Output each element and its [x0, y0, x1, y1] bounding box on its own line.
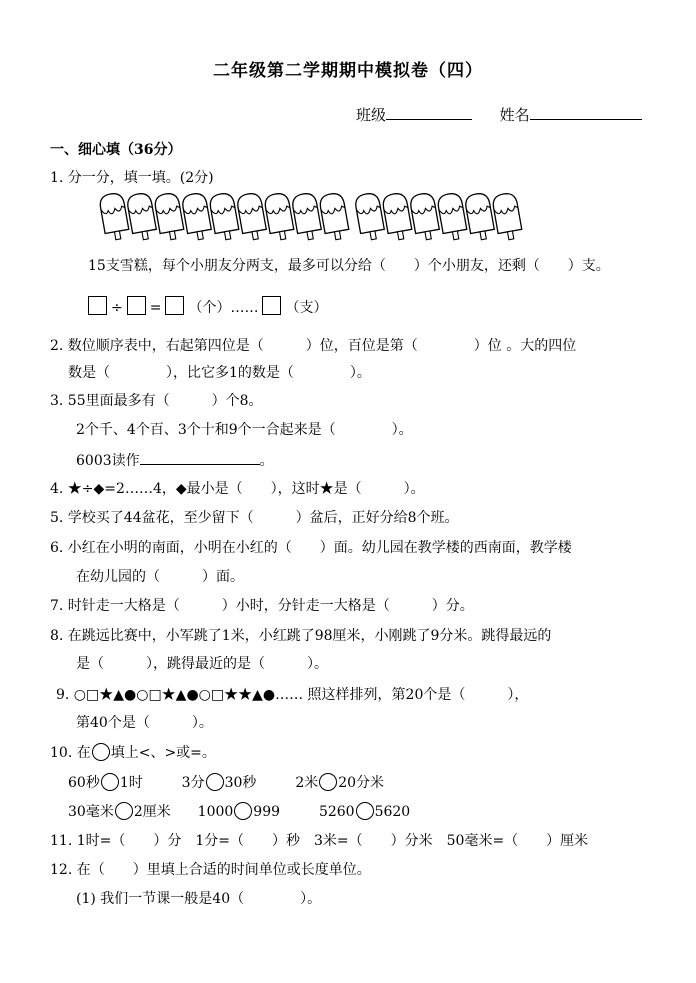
compare-right: 2厘米: [133, 804, 171, 820]
q5-line: 5. 学校买了44盆花，至少留下（ ）盆后，正好分给8个班。: [50, 510, 459, 526]
answer-box[interactable]: [127, 296, 146, 315]
page-title: 二年级第二学期期中模拟卷（四）: [213, 61, 483, 81]
popsicle-icon: [154, 192, 186, 241]
name-blank[interactable]: [530, 104, 642, 120]
popsicle-icon: [181, 192, 213, 241]
compare-right: 5620: [374, 804, 411, 820]
class-name-line: [356, 104, 642, 124]
q3-read-label: 6003读作: [76, 453, 140, 469]
compare-left: 5260: [318, 804, 355, 820]
q1-equation: [88, 296, 327, 317]
q10-row2: [68, 802, 410, 821]
compare-circle[interactable]: [356, 802, 374, 820]
q2-line1: 2. 数位顺序表中，右起第四位是（ ）位，百位是第（ ）位 。大的四位: [50, 338, 577, 354]
q11-line: 11. 1时=（ ）分 1分=（ ）秒 3米=（ ）分米 50毫米=（ ）厘米: [50, 833, 589, 849]
popsicle-icon: [264, 192, 296, 241]
compare-left: 60秒: [68, 775, 100, 791]
popsicle-icon: [319, 192, 351, 241]
compare-left: 3分: [181, 775, 205, 791]
answer-box[interactable]: [262, 296, 281, 315]
q3-line1: 3. 55里面最多有（ ）个8。: [50, 393, 263, 409]
popsicle-icon: [409, 192, 441, 241]
popsicle-icon: [437, 192, 469, 241]
circle-icon: [92, 743, 110, 761]
q6-line2: 在幼儿园的（ ）面。: [76, 569, 244, 585]
popsicles-illustration: [96, 192, 536, 244]
compare-circle[interactable]: [115, 802, 133, 820]
class-blank[interactable]: [386, 104, 472, 120]
q9-line1: 9. ○□★▲●○□★▲●○□★★▲●…… 照这样排列，第20个是（ ），: [56, 687, 529, 703]
compare-circle[interactable]: [234, 802, 252, 820]
popsicle-icon: [382, 192, 414, 241]
compare-circle[interactable]: [101, 773, 119, 791]
q8-line1: 8. 在跳远比赛中，小军跳了1米，小红跳了98厘米，小刚跳了9分米。跳得最远的: [50, 628, 552, 644]
compare-right: 20分米: [338, 775, 385, 791]
q3-answer-line[interactable]: [140, 450, 260, 465]
q1-text: 15支雪糕，每个小朋友分两支，最多可以分给（ ）个小朋友，还剩（ ）支。: [88, 258, 610, 274]
name-label: 姓名: [499, 106, 530, 124]
class-label: 班级: [356, 106, 387, 124]
q10-row1: [68, 773, 384, 792]
popsicle-icon: [354, 192, 386, 241]
q4-line: 4. ★÷◆=2……4，◆最小是（ ），这时★是（ ）。: [50, 481, 425, 497]
section-heading: 一、细心填（36分）: [50, 142, 182, 158]
q3-line3: [76, 450, 274, 470]
compare-circle[interactable]: [206, 773, 224, 791]
popsicle-icon: [291, 192, 323, 241]
compare-right: 999: [253, 804, 281, 820]
popsicle-icon: [492, 192, 524, 241]
q10-head-pre: 10. 在: [50, 745, 91, 761]
popsicle-icon: [464, 192, 496, 241]
compare-left: 30毫米: [68, 804, 114, 820]
compare-right: 1时: [119, 775, 143, 791]
q10-head: [50, 743, 216, 762]
compare-right: 30秒: [224, 775, 257, 791]
q3-line2: 2个千、4个百、3个十和9个一合起来是（ ）。: [76, 422, 413, 438]
unit-zhi: （支）: [285, 300, 328, 316]
q8-line2: 是（ ），跳得最近的是（ ）。: [76, 656, 328, 672]
answer-box[interactable]: [165, 296, 184, 315]
popsicle-icon: [126, 192, 158, 241]
q2-line2: 数是（ ），比它多1的数是（ ）。: [68, 365, 371, 381]
q3-period: 。: [259, 453, 274, 469]
q10-head-post: 填上<、>或=。: [110, 745, 216, 761]
q7-line: 7. 时针走一大格是（ ）小时，分针走一大格是（ ）分。: [50, 598, 474, 614]
q6-line1: 6. 小红在小明的南面，小明在小红的（ ）面。幼儿园在教学楼的西南面，教学楼: [50, 540, 572, 556]
compare-left: 1000: [197, 804, 234, 820]
popsicle-group: [99, 192, 524, 241]
q9-line2: 第40个是（ ）。: [76, 715, 213, 731]
compare-circle[interactable]: [319, 773, 337, 791]
popsicle-icon: [236, 192, 268, 241]
popsicle-icon: [99, 192, 131, 241]
q12-line2: (1) 我们一节课一般是40（ ）。: [76, 891, 322, 907]
answer-box[interactable]: [88, 296, 107, 315]
unit-ge: （个）……: [188, 300, 259, 316]
q12-line1: 12. 在（ ）里填上合适的时间单位或长度单位。: [50, 862, 371, 878]
q1-line: 1. 分一分，填一填。(2分): [50, 170, 214, 186]
compare-left: 2米: [295, 775, 319, 791]
popsicle-icon: [209, 192, 241, 241]
divide-sign: ÷: [111, 300, 123, 316]
equals-sign: =: [149, 300, 162, 316]
